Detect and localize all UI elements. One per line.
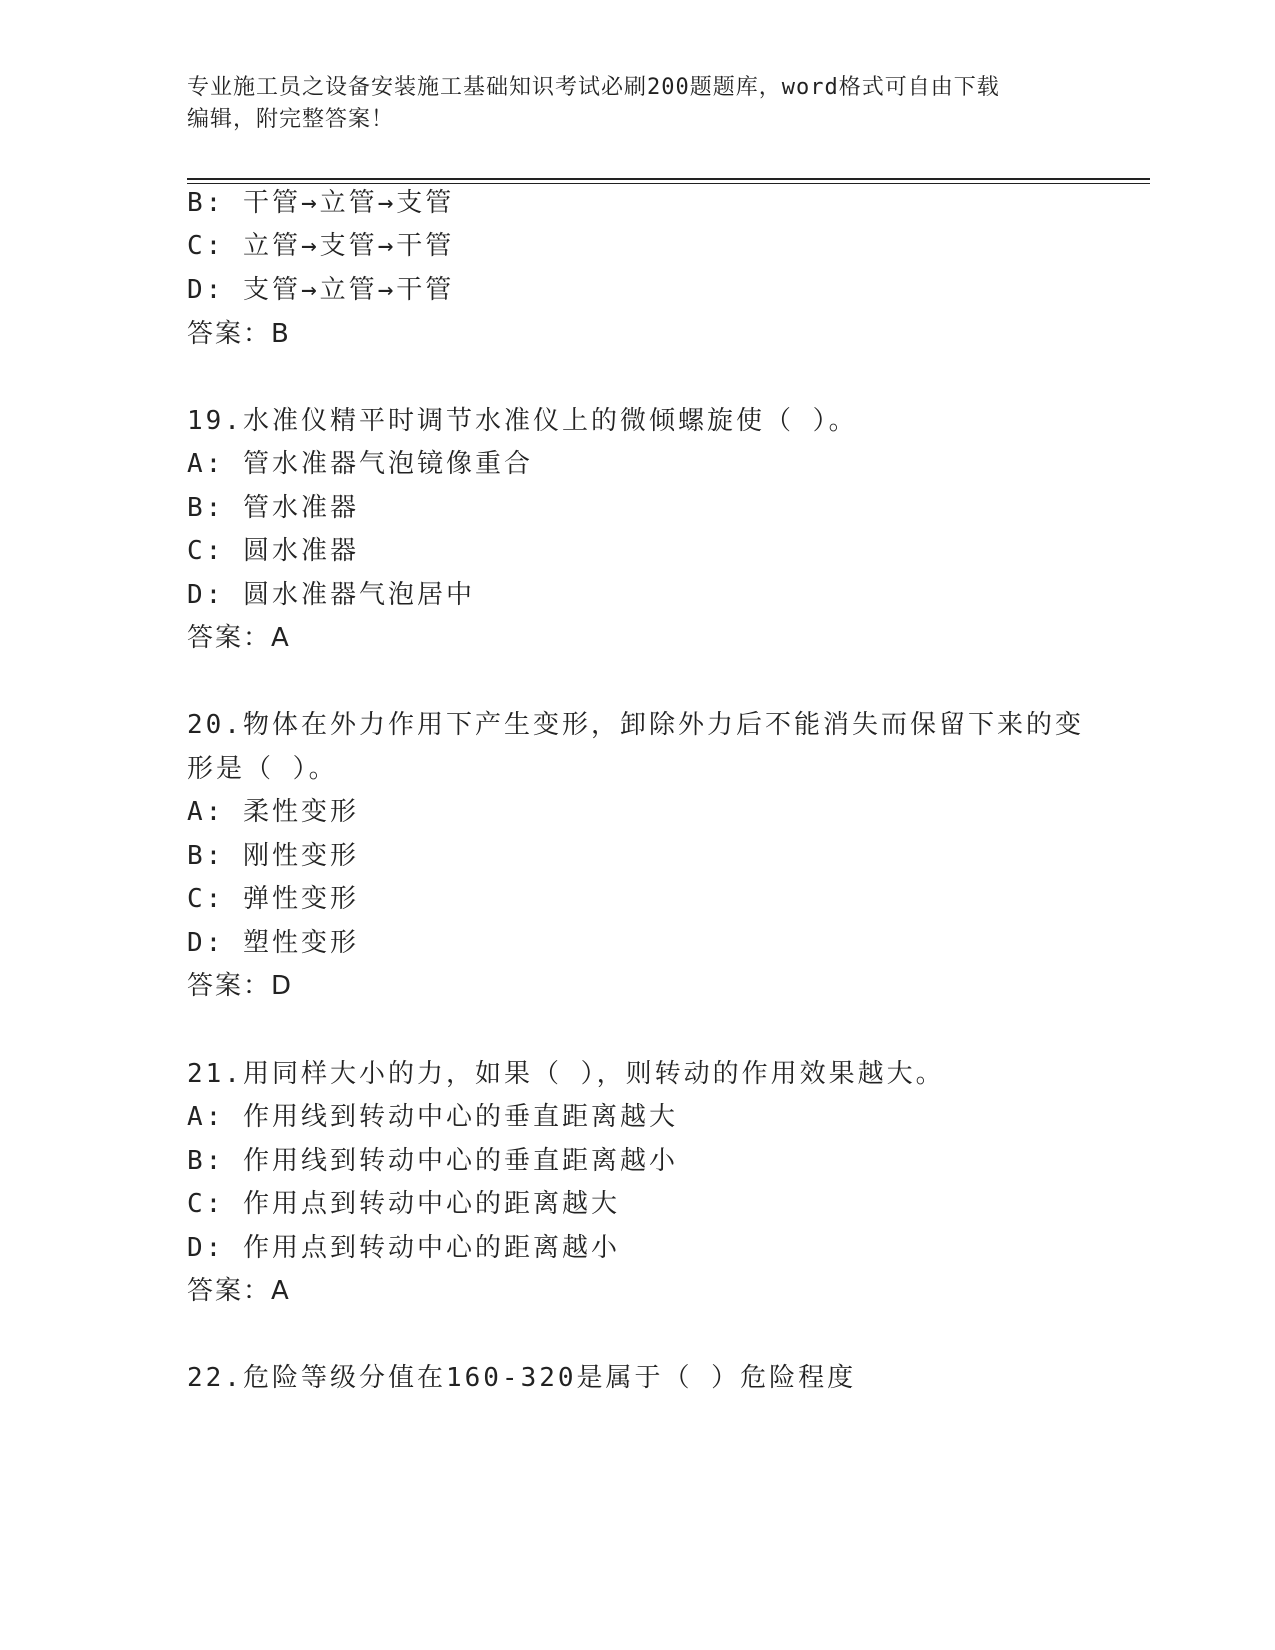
q21-question: 21.用同样大小的力，如果（ ），则转动的作用效果越大。 xyxy=(187,1059,945,1089)
q20-option-a: A: 柔性变形 xyxy=(187,797,359,827)
q19-answer: 答案：A xyxy=(187,623,291,653)
header-divider-thin xyxy=(187,183,1150,184)
header-title-line2: 编辑，附完整答案！ xyxy=(187,107,395,132)
q18-option-b: B: 干管→立管→支管 xyxy=(187,188,455,218)
q20-option-b: B: 刚性变形 xyxy=(187,841,359,871)
q18-option-d: D: 支管→立管→干管 xyxy=(187,275,455,305)
q21-option-a: A: 作用线到转动中心的垂直距离越大 xyxy=(187,1102,678,1132)
header-divider-thick xyxy=(187,178,1150,180)
q19-option-a: A: 管水准器气泡镜像重合 xyxy=(187,449,533,479)
q21-option-b: B: 作用线到转动中心的垂直距离越小 xyxy=(187,1146,678,1176)
q21-option-c: C: 作用点到转动中心的距离越大 xyxy=(187,1189,620,1219)
q19-option-b: B: 管水准器 xyxy=(187,493,359,523)
q19-option-d: D: 圆水准器气泡居中 xyxy=(187,580,475,610)
q19-question: 19.水准仪精平时调节水准仪上的微倾螺旋使（ ）。 xyxy=(187,406,858,436)
q21-answer: 答案：A xyxy=(187,1276,291,1306)
q20-option-d: D: 塑性变形 xyxy=(187,928,359,958)
document-header xyxy=(187,72,1087,136)
q18-option-c: C: 立管→支管→干管 xyxy=(187,231,455,261)
q18-answer: 答案：B xyxy=(187,319,291,349)
q20-option-c: C: 弹性变形 xyxy=(187,884,359,914)
q20-question-line2: 形是（ ）。 xyxy=(187,754,338,784)
q20-answer: 答案：D xyxy=(187,971,294,1001)
q21-option-d: D: 作用点到转动中心的距离越小 xyxy=(187,1233,620,1263)
q20-question-line1: 20.物体在外力作用下产生变形，卸除外力后不能消失而保留下来的变 xyxy=(187,710,1084,740)
header-title-line1: 专业施工员之设备安装施工基础知识考试必刷200题题库，word格式可自由下载 xyxy=(187,75,1000,100)
q19-option-c: C: 圆水准器 xyxy=(187,536,359,566)
q22-question: 22.危险等级分值在160-320是属于（ ）危险程度 xyxy=(187,1363,857,1393)
